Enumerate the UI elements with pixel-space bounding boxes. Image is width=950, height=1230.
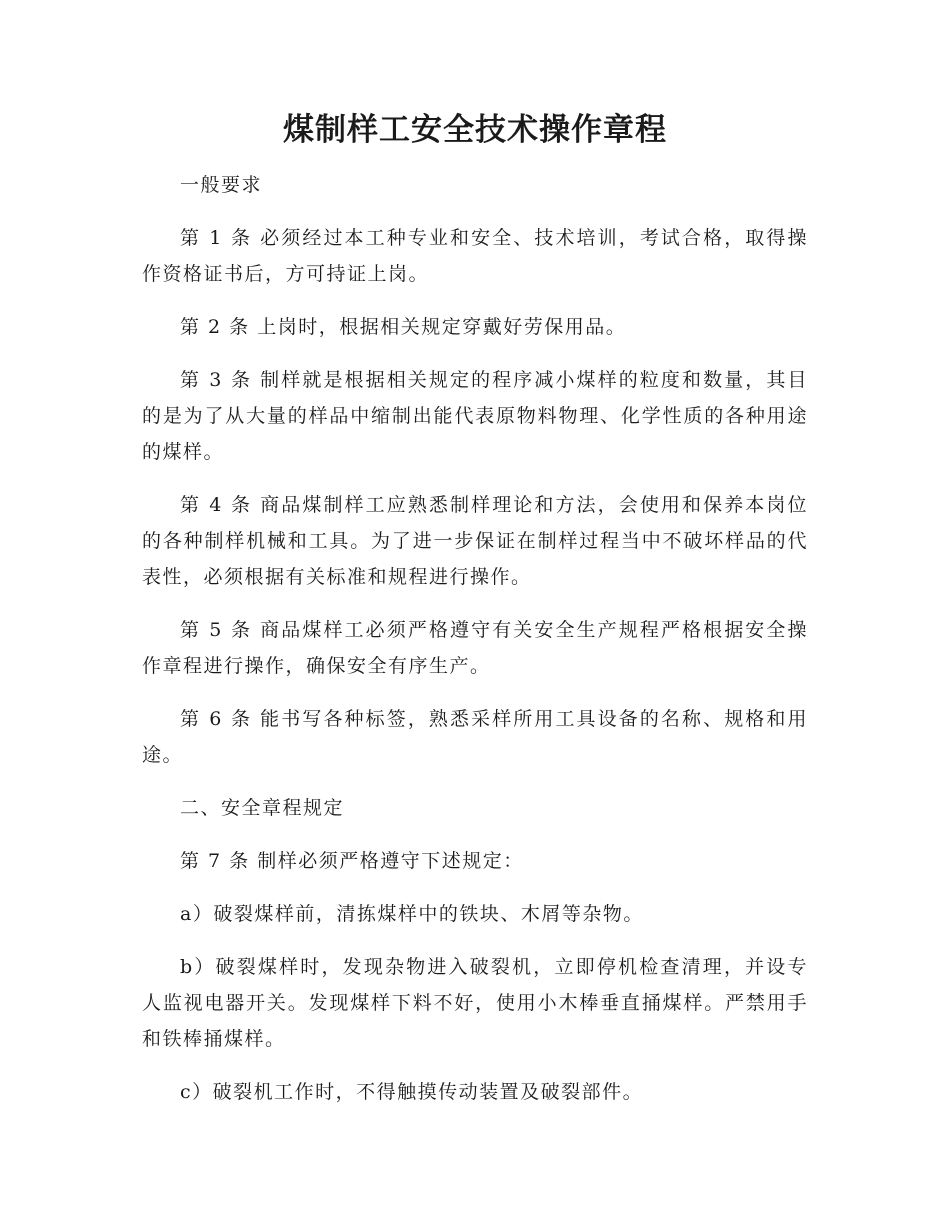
paragraph-article-6: 第 6 条 能书写各种标签，熟悉采样所用工具设备的名称、规格和用途。	[142, 708, 808, 766]
paragraph-article-3: 第 3 条 制样就是根据相关规定的程序减小煤样的粒度和数量，其目的是为了从大量的样品中缩制出能代表原物料物理、化学性质的各种用途的煤样。	[142, 369, 808, 463]
section-heading-safety-rules: 二、安全章程规定	[180, 797, 345, 819]
paragraph-article-4: 第 4 条 商品煤制样工应熟悉制样理论和方法，会使用和保养本岗位的各种制样机械和工具。为了进一步保证在制样过程当中不破坏样品的代表性，必须根据有关标准和规程进行操作。	[142, 494, 808, 588]
paragraph-article-1: 第 1 条 必须经过本工种专业和安全、技术培训，考试合格，取得操作资格证书后，方可持证上岗。	[142, 227, 808, 285]
paragraph-article-5: 第 5 条 商品煤样工必须严格遵守有关安全生产规程严格根据安全操作章程进行操作，确保安全有序生产。	[142, 619, 808, 677]
list-item-c: c）破裂机工作时，不得触摸传动装置及破裂部件。	[180, 1081, 644, 1103]
paragraph-general-requirements: 一般要求	[180, 174, 263, 196]
document-title: 煤制样工安全技术操作章程	[283, 112, 667, 148]
paragraph-article-7: 第 7 条 制样必须严格遵守下述规定：	[180, 850, 524, 872]
list-item-a: a）破裂煤样前，清拣煤样中的铁块、木屑等杂物。	[180, 903, 644, 925]
paragraph-article-2: 第 2 条 上岗时，根据相关规定穿戴好劳保用品。	[180, 316, 627, 338]
list-item-b: b）破裂煤样时，发现杂物进入破裂机，立即停机检查清理，并设专人监视电器开关。发现煤样下料不好，使用小木棒垂直捅煤样。严禁用手和铁棒捅煤样。	[142, 956, 808, 1050]
document-body	[142, 167, 808, 1127]
